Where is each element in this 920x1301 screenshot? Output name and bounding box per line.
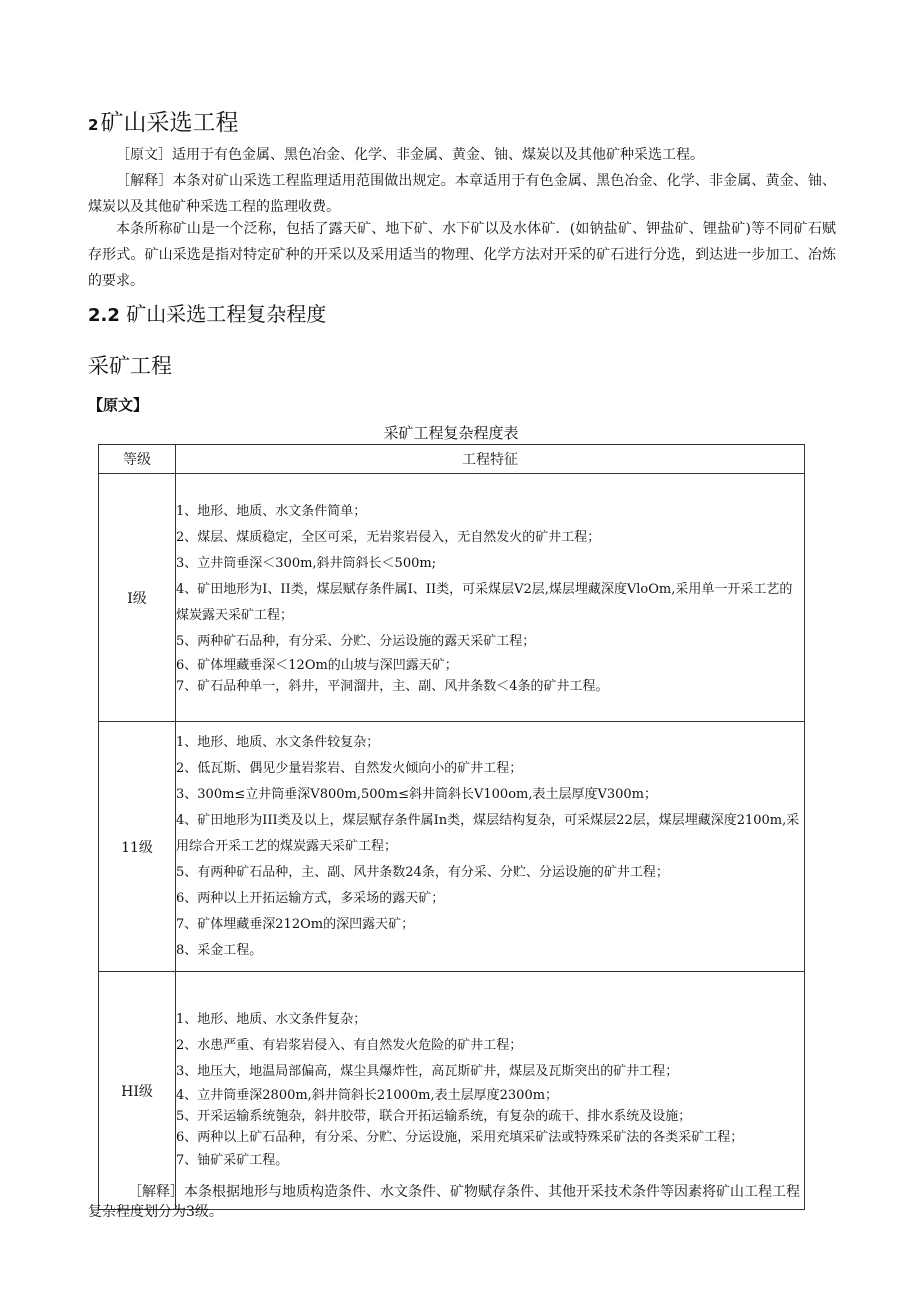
feature-item: 6、两种以上开拓运输方式，多采场的露天矿；: [176, 890, 445, 906]
features-cell: [176, 972, 805, 1210]
feature-item: 7、铀矿采矿工程。: [176, 1153, 289, 1168]
feature-item: 1、地形、地质、水文条件简单；: [176, 503, 367, 519]
note-text: ［解释］本条根据地形与地质构造条件、水文条件、矿物赋存条件、其他开采技术条件等因素将矿山工程工程复杂程度划分为3级。: [88, 1184, 800, 1220]
complexity-table: [98, 444, 805, 1210]
feature-item: 4、立井筒垂深2800m,斜井筒斜长21000m,表土层厚度2300m；: [176, 1088, 559, 1103]
feature-item: 5、有两种矿石品种，主、副、风井条数24条，有分采、分贮、分运设施的矿井工程；: [176, 864, 669, 880]
feature-item: 3、立井筒垂深＜300m,斜井筒斜长＜500m;: [176, 555, 437, 571]
features-cell: [176, 722, 805, 972]
paragraph-original: ［原文］适用于有色金属、黑色冶金、化学、非金属、黄金、铀、煤炭以及其他矿种采选工程。: [116, 147, 704, 163]
feature-item: 1、地形、地质、水文条件复杂；: [176, 1012, 367, 1027]
header-level: 等级: [99, 445, 176, 474]
original-label: 【原文】: [88, 396, 149, 414]
subsection-number: 2.2: [88, 305, 120, 326]
subsection-heading: [88, 298, 326, 327]
section-heading: [88, 104, 238, 137]
level-cell: HI级: [99, 972, 176, 1210]
level-cell: I级: [99, 474, 176, 722]
feature-item: 5、开采运输系统匏杂，斜井胶带，联合开拓运输系统，有复杂的疏干、排水系统及设施；: [176, 1109, 692, 1124]
subsubsection-heading: 采矿工程: [88, 354, 172, 378]
feature-item: 2、低瓦斯、偶见少量岩浆岩、自然发火倾向小的矿井工程；: [176, 760, 523, 776]
section-title: 矿山采选工程: [100, 110, 239, 136]
section-number: 2: [88, 116, 99, 134]
paragraph-explanation: ［解释］本条对矿山采选工程监理适用范围做出规定。本章适用于有色金属、黑色冶金、化学、非金属、黄金、铀、煤炭以及其他矿种采选工程的监理收费。: [88, 173, 836, 215]
table-row: [99, 972, 805, 1210]
explanation-note: [88, 1182, 808, 1222]
level-cell: 11级: [99, 722, 176, 972]
feature-item: 4、矿田地形为I、II类，煤层赋存条件属I、II类，可采煤层V2层,煤层埋藏深度VloOm,采用单一开采工艺的煤炭露天采矿工程；: [176, 581, 793, 623]
feature-item: 6、矿体埋藏垂深＜12Om的山坡与深凹露天矿；: [176, 657, 458, 673]
feature-item: 4、矿田地形为III类及以上，煤层赋存条件属In类，煤层结构复杂，可采煤层22层，煤层埋藏深度2100m,采用综合开采工艺的煤炭露天采矿工程；: [176, 812, 800, 854]
feature-item: 6、两种以上矿石品种，有分采、分贮、分运设施，采用充填采矿法或特殊采矿法的各类采矿工程；: [176, 1130, 744, 1145]
feature-item: 5、两种矿石品种，有分采、分贮、分运设施的露天采矿工程；: [176, 633, 536, 649]
feature-item: 7、矿石品种单一，斜井，平洞溜井，主、副、风井条数＜4条的矿井工程。: [176, 678, 609, 694]
table-caption: 采矿工程复杂程度表: [383, 424, 519, 442]
feature-item: 3、地压大，地温局部偏高，煤尘具爆炸性，高瓦斯矿井，煤层及瓦斯突出的矿井工程；: [176, 1064, 679, 1079]
features-cell: [176, 474, 805, 722]
paragraph-definition: 本条所称矿山是一个泛称，包括了露天矿、地下矿、水下矿以及水体矿．(如钠盐矿、钾盐矿、锂盐矿)等不同矿石赋存形式。矿山采选是指对特定矿种的开采以及采用适当的物理、化学方法对开采的矿石进行分选，到达进一步加工、冶炼的要求。: [88, 221, 836, 289]
feature-item: 7、矿体埋藏垂深212Om的深凹露天矿；: [176, 916, 415, 932]
subsection-title: 矿山采选工程复杂程度: [126, 302, 327, 326]
header-features: 工程特征: [176, 445, 805, 474]
feature-item: 8、采金工程。: [176, 942, 263, 958]
feature-item: 2、煤层、煤质稳定，全区可采，无岩浆岩侵入，无自然发火的矿井工程；: [176, 529, 601, 545]
feature-item: 3、300m≤立井筒垂深V800m,500m≤斜井筒斜长V100om,表土层厚度V300m；: [176, 786, 658, 802]
feature-item: 1、地形、地质、水文条件较复杂；: [176, 734, 380, 750]
table-row: [99, 474, 805, 722]
feature-item: 2、水患严重、有岩浆岩侵入、有自然发火危险的矿井工程；: [176, 1038, 523, 1053]
table-header-row: [99, 445, 805, 474]
table-row: [99, 722, 805, 972]
